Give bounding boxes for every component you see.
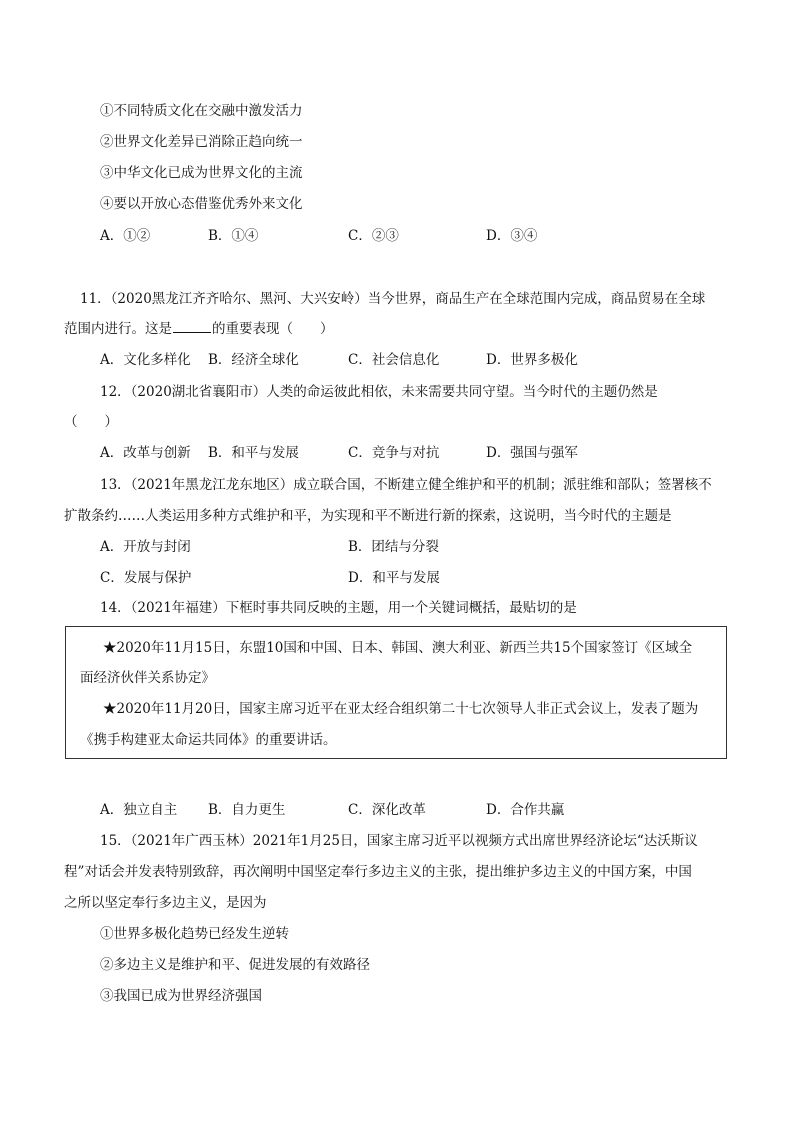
q11-option-b: B．经济全球化 [208, 352, 299, 368]
q10-option-a: A．①② [100, 228, 151, 244]
q13-stem-line-1: 13．（2021年黑龙江龙东地区）成立联合国，不断建立健全维护和平的机制；派驻维和部队；签署核不 [100, 477, 712, 493]
q12-stem-line-1: 12．（2020湖北省襄阳市）人类的命运彼此相依，未来需要共同守望。当今时代的主题仍然是 [100, 384, 658, 400]
q14-box-line-2: 面经济伙伴关系协定》 [80, 670, 215, 686]
q14-box-line-4: 《携手构建亚太命运共同体》的重要讲话。 [80, 732, 337, 748]
q13-option-c: C．发展与保护 [100, 570, 192, 586]
q14-option-b: B．自力更生 [208, 802, 286, 818]
q10-statement-3: ③中华文化已成为世界文化的主流 [100, 165, 303, 181]
q14-news-box [65, 626, 727, 759]
q11-stem-text-after-blank: 的重要表现（ ） [212, 321, 334, 337]
q12-option-c: C．竞争与对抗 [348, 445, 440, 461]
q14-option-d: D．合作共赢 [486, 802, 565, 818]
q12-stem-line-2: （ ） [64, 414, 118, 430]
q13-option-a: A．开放与封闭 [100, 539, 191, 555]
q10-statement-4: ④要以开放心态借鉴优秀外来文化 [100, 196, 303, 212]
q11-stem-text-before-blank: 范围内进行。这是 [64, 321, 172, 337]
q10-option-b: B．①④ [208, 228, 259, 244]
q10-statement-1: ①不同特质文化在交融中激发活力 [100, 103, 303, 119]
q11-option-d: D．世界多极化 [486, 352, 578, 368]
q11-option-c: C．社会信息化 [348, 352, 440, 368]
q13-option-d: D．和平与发展 [348, 570, 440, 586]
q15-statement-3: ③我国已成为世界经济强国 [100, 988, 262, 1004]
q11-option-a: A．文化多样化 [100, 352, 191, 368]
q14-box-line-3: ★2020年11月20日，国家主席习近平在亚太经合组织第二十七次领导人非正式会议上，发表了题为 [103, 701, 699, 717]
q10-option-c: C．②③ [348, 228, 399, 244]
q10-option-d: D．③④ [486, 228, 538, 244]
answer-blank [173, 320, 211, 333]
q11-stem-line-1: 11．（2020黑龙江齐齐哈尔、黑河、大兴安岭）当今世界，商品生产在全球范围内完成，商品贸易在全球 [80, 291, 706, 307]
q10-statement-2: ②世界文化差异已消除正趋向统一 [100, 134, 303, 150]
q13-option-b: B．团结与分裂 [348, 539, 439, 555]
q12-option-a: A．改革与创新 [100, 445, 191, 461]
q15-statement-2: ②多边主义是维护和平、促进发展的有效路径 [100, 957, 370, 973]
q12-option-d: D．强国与强军 [486, 445, 578, 461]
q14-option-a: A．独立自主 [100, 802, 178, 818]
q14-option-c: C．深化改革 [348, 802, 426, 818]
q15-statement-1: ①世界多极化趋势已经发生逆转 [100, 926, 289, 942]
q12-option-b: B．和平与发展 [208, 445, 299, 461]
q14-box-line-1: ★2020年11月15日，东盟10国和中国、日本、韩国、澳大利亚、新西兰共15个国家签订《区域全 [103, 640, 693, 656]
q15-stem-line-2: 程”对话会并发表特别致辞，再次阐明中国坚定奉行多边主义的主张，提出维护多边主义的中国方案，中国 [64, 864, 692, 880]
q11-stem-line-2 [64, 320, 334, 338]
q15-stem-line-3: 之所以坚定奉行多边主义，是因为 [64, 895, 267, 911]
q13-stem-line-2: 扩散条约……人类运用多种方式维护和平，为实现和平不断进行新的探索，这说明，当今时代的主题是 [64, 508, 672, 524]
q14-stem-line-1: 14．（2021年福建）下框时事共同反映的主题，用一个关键词概括，最贴切的是 [100, 600, 577, 616]
q15-stem-line-1: 15．（2021年广西玉林）2021年1月25日，国家主席习近平以视频方式出席世界经济论坛“达沃斯议 [100, 833, 698, 849]
